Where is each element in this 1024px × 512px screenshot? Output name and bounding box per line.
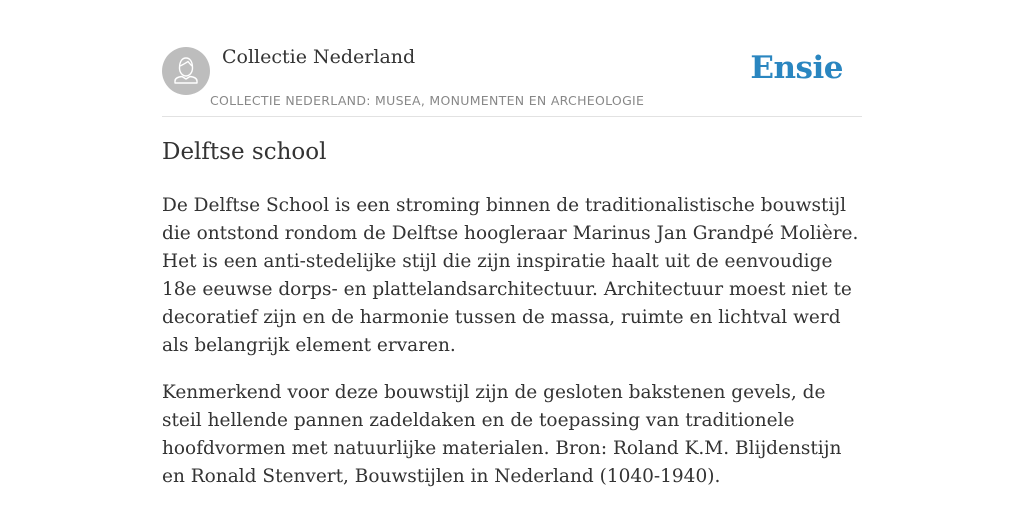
article-paragraph: Kenmerkend voor deze bouwstijl zijn de gesloten bakstenen gevels, de steil hellende pannen zadeldaken en de toepassing van traditionele hoofdvormen met natuurlijke materialen. Bron: Roland K.M. Blijdenstijn en Ronald Stenvert, Bouwstijlen in Nederland (1040-1940). xyxy=(162,382,842,487)
user-icon xyxy=(162,47,210,95)
author-name[interactable]: Collectie Nederland xyxy=(222,46,416,68)
author-avatar[interactable] xyxy=(162,47,210,95)
article-title: Delftse school xyxy=(162,139,327,165)
brand-logo[interactable]: Ensie xyxy=(750,50,843,86)
article-body xyxy=(162,192,862,510)
article-header xyxy=(162,0,862,117)
article-paragraph: De Delftse School is een stroming binnen de traditionalistische bouwstijl die ontstond rondom de Delftse hoogleraar Marinus Jan Grandpé Molière. Het is een anti-stedelijke stijl die zijn inspiratie haalt uit de eenvoudige 18e eeuwse dorps- en plattelandsarchitectuur. Architectuur moest niet te decoratief zijn en de harmonie tussen de massa, ruimte en lichtval werd als belangrijk element ervaren. xyxy=(162,195,859,356)
source-label[interactable]: COLLECTIE NEDERLAND: MUSEA, MONUMENTEN EN ARCHEOLOGIE xyxy=(210,93,645,108)
